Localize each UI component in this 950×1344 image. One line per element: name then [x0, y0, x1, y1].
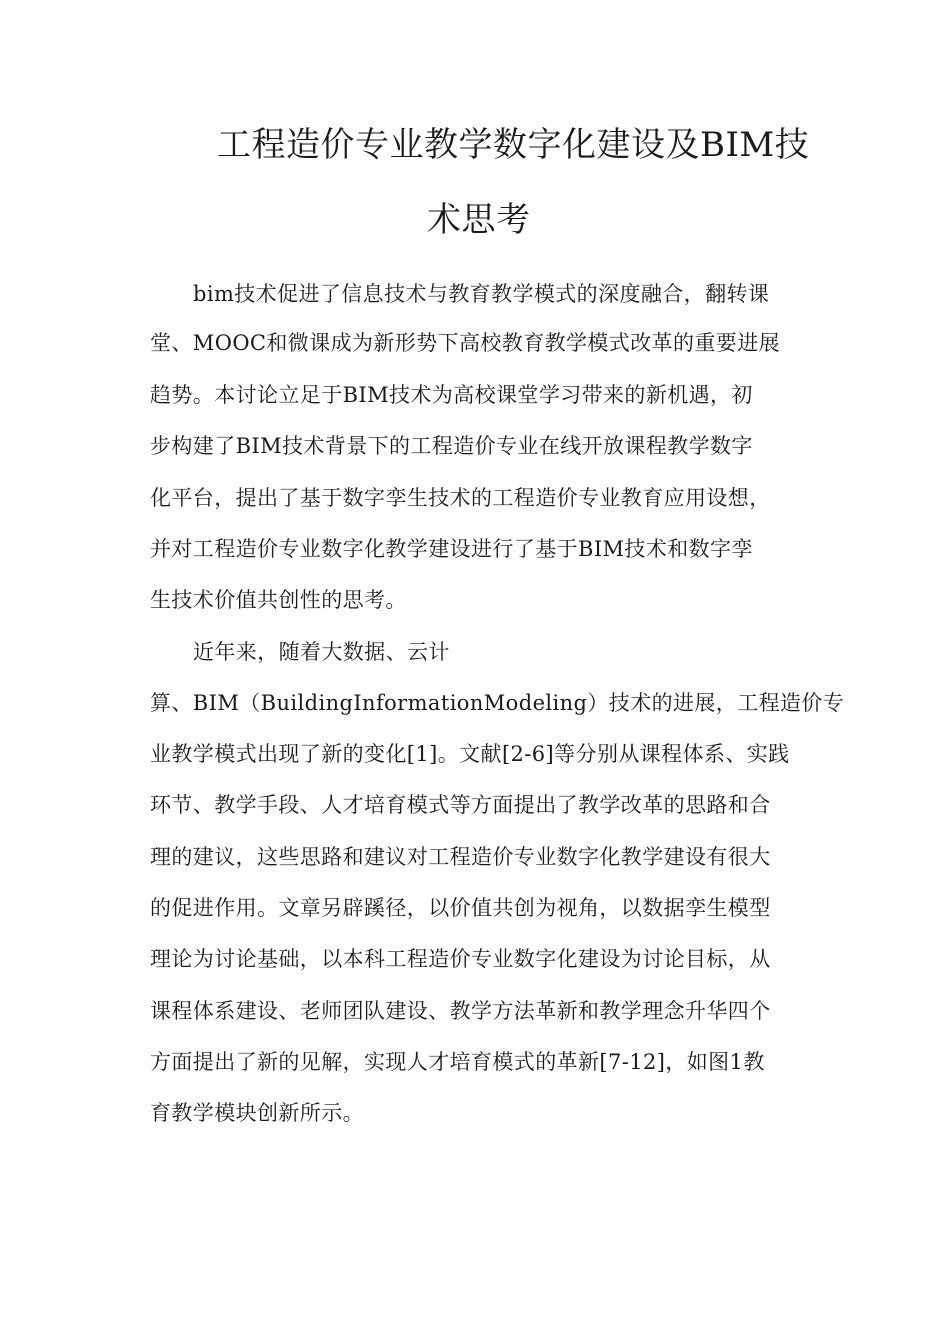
paragraph-2-line-7: 理论为讨论基础，以本科工程造价专业数字化建设为讨论目标，从: [150, 947, 771, 971]
paragraph-1-line-2: 堂、MOOC和微课成为新形势下高校教育教学模式改革的重要进展: [150, 331, 781, 355]
paragraph-2-line-5: 理的建议，这些思路和建议对工程造价专业数字化教学建设有很大: [150, 845, 771, 869]
document-title-line-2: 术思考: [427, 200, 531, 240]
paragraph-1-line-4: 步构建了BIM技术背景下的工程造价专业在线开放课程教学数字: [150, 434, 753, 458]
paragraph-1-line-3: 趋势。本讨论立足于BIM技术为高校课堂学习带来的新机遇，初: [150, 383, 753, 407]
paragraph-2-line-8: 课程体系建设、老师团队建设、教学方法革新和教学理念升华四个: [150, 999, 771, 1023]
paragraph-2-line-9: 方面提出了新的见解，实现人才培育模式的革新[7-12]，如图1教: [150, 1050, 765, 1074]
paragraph-2-line-2: 算、BIM（BuildingInformationModeling）技术的进展，工程造价专: [150, 691, 845, 715]
paragraph-1-line-1: bim技术促进了信息技术与教育教学模式的深度融合，翻转课: [193, 282, 770, 306]
paragraph-1-line-6: 并对工程造价专业数字化教学建设进行了基于BIM技术和数字孪: [150, 537, 753, 561]
paragraph-2-line-1: 近年来，随着大数据、云计: [193, 640, 450, 664]
paragraph-1-line-7: 生技术价值共创性的思考。: [150, 588, 407, 612]
document-title-line-1: 工程造价专业教学数字化建设及BIM技: [217, 125, 810, 165]
paragraph-1-line-5: 化平台，提出了基于数字孪生技术的工程造价专业教育应用设想，: [150, 486, 771, 510]
paragraph-2-line-4: 环节、教学手段、人才培育模式等方面提出了教学改革的思路和合: [150, 793, 771, 817]
paragraph-2-line-10: 育教学模块创新所示。: [150, 1101, 364, 1125]
paragraph-2-line-6: 的促进作用。文章另辟蹊径，以价值共创为视角，以数据孪生模型: [150, 896, 771, 920]
paragraph-2-line-3: 业教学模式出现了新的变化[1]。文献[2-6]等分别从课程体系、实践: [150, 742, 790, 766]
